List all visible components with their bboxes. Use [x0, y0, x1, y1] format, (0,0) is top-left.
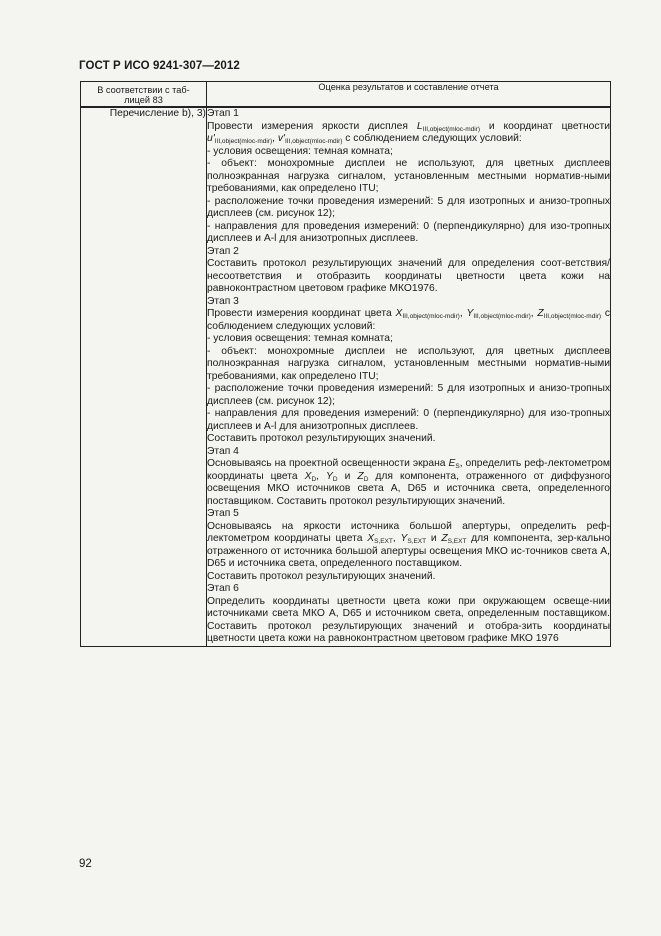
step-paragraph: - направления для проведения измерений: 0 (перпендикулярно) для изо-тропных дисплеев и A-l для анизотропных дисплеев. — [207, 220, 610, 244]
step-paragraph: - расположение точки проведения измерений: 5 для изотропных и анизо-тропных дисплеев (см. рисунок 12); — [207, 195, 610, 219]
step-paragraph: Составить протокол результирующих значений. — [207, 433, 436, 444]
step-paragraph: - условия освещения: темная комната; — [207, 145, 393, 157]
step-title: Этап 3 — [207, 295, 239, 307]
evaluation-table — [80, 81, 611, 647]
step-paragraph: - условия освещения: темная комната; — [207, 333, 393, 344]
step-paragraph: Провести измерения координат цвета $X_{III,object(mloc-mdir)}$, $Y_{III,object(mloc-mdir)}$, $Z_{III,object(mloc-mdir)}$ с соблюдением следующих условий: — [207, 308, 611, 332]
step-paragraph: Основываясь на яркости источника большой апертуры, определить реф-лектометром координаты цвета $X_{S,EXT}$, $Y_{S,EXT}$ и $Z_{S,EXT}$ для компонента, зер-кально отраженного от источника большой апертуры освещения МКО ис-точников света A, D65 и источника света, определенного поставщиком. — [207, 520, 610, 569]
step-title: Этап 4 — [207, 445, 239, 457]
step-title: Этап 5 — [207, 508, 239, 519]
step-paragraph: Составить протокол результирующих значений для определения соот-ветствия/несоответствия и отобразить координаты цветности цвета кожи на равноконтрастном цветовом графике МКО1976. — [207, 258, 610, 294]
step-paragraph: Определить координаты цветности цвета кожи при окружающем освеще-нии источниками света МКО A, D65 и источником света, определенным поставщиком. Составить протокол результирующих значений и отобра-зить координаты цветности цвета кожи на равноконтрастном цветовом графике МКО 1976 — [207, 595, 610, 644]
step-paragraph: - объект: монохромные дисплеи не используют, для цветных дисплеев полноэкранная нагрузка сигналом, установленным местными норматив-ными требованиями, как определено ITU; — [207, 158, 610, 194]
step-title: Этап 6 — [207, 583, 239, 594]
standard-header: ГОСТ Р ИСО 9241-307—2012 — [79, 60, 240, 72]
table-header-row — [81, 82, 611, 108]
step-title: Этап 2 — [207, 245, 239, 257]
table-row — [81, 107, 611, 646]
step-paragraph: - объект: монохромные дисплеи не используют, для цветных дисплеев полноэкранная нагрузка сигналом, установленным местными норматив-ными требованиями, как определено ITU; — [207, 345, 610, 382]
step-paragraph: Составить протокол результирующих значений. — [207, 570, 436, 582]
page-number: 92 — [79, 858, 92, 870]
steps-cell — [207, 107, 611, 646]
step-title: Этап 1 — [207, 108, 239, 119]
column-header-reference: В соответствии с таб-лицей 83 — [81, 82, 207, 108]
step-paragraph: - направления для проведения измерений: 0 (перпендикулярно) для изо-тропных дисплеев и A-l для анизотропных дисплеев. — [207, 408, 610, 432]
step-paragraph: - расположение точки проведения измерений: 5 для изотропных и анизо-тропных дисплеев (см. рисунок 12); — [207, 383, 610, 407]
step-paragraph: Провести измерения яркости дисплея $L_{III,object(mloc-mdir)}$ и координат цветности $u'_{III,object(mloc-mdir)}$, $v'_{III,object(mloc-mdir)}$ с соблюдением следующих условий: — [207, 120, 610, 145]
column-header-evaluation: Оценка результатов и составление отчета — [207, 82, 611, 108]
step-paragraph: Основываясь на проектной освещенности экрана $E_S$, определить реф-лектометром координаты цвета $X_D$, $Y_D$ и $Z_D$ для компонента, отраженного от диффузного освещения МКО источников света A, D65 и источника света, определенного поставщиком. Составить протокол результирующих значений. — [207, 458, 610, 507]
row-label: Перечисление b), 3) — [81, 107, 207, 646]
